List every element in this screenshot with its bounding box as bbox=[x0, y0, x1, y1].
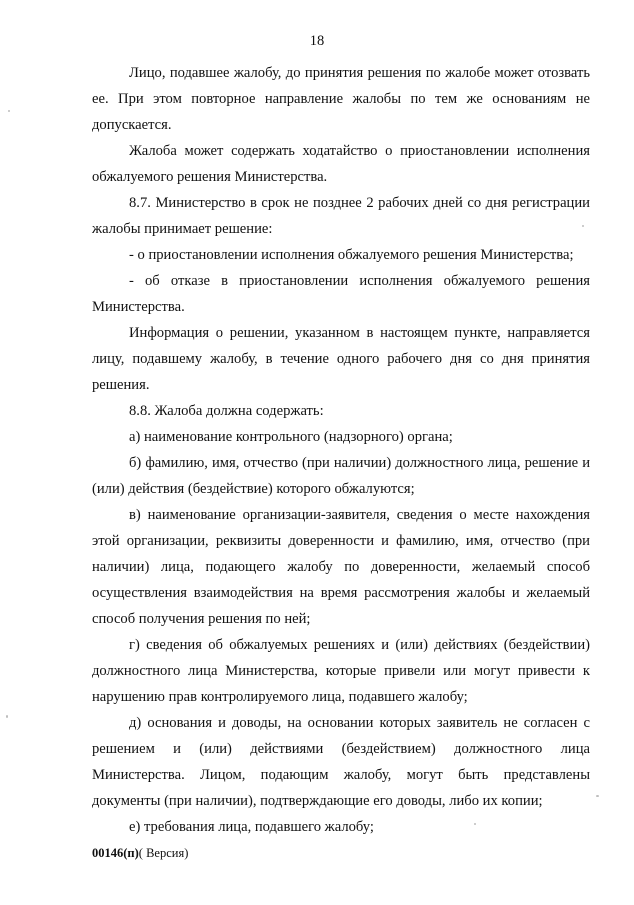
paragraph-withdraw-complaint: Лицо, подавшее жалобу, до принятия решения по жалобе может отозвать ее. При этом повторное направление жалобы по тем же основаниям не допускается. bbox=[92, 65, 590, 133]
footer bbox=[92, 846, 188, 861]
paragraph-8-8: 8.8. Жалоба должна содержать: bbox=[129, 403, 324, 419]
scan-speck bbox=[582, 225, 584, 227]
paragraph-8-7: 8.7. Министерство в срок не позднее 2 рабочих дней со дня регистрации жалобы принимает решение: bbox=[92, 195, 590, 237]
list-item-b: б) фамилию, имя, отчество (при наличии) должностного лица, решение и (или) действия (бездействие) которого обжалуются; bbox=[92, 455, 590, 497]
document-code: 00146(п) bbox=[92, 846, 139, 860]
list-item-v: в) наименование организации-заявителя, сведения о месте нахождения этой организации, реквизиты доверенности и фамилию, имя, отчество (при наличии) лица, подающего жалобу по доверенности, желаемый способ осуществления взаимодействия на время рассмотрения жалобы и желаемый способ получения решения по ней; bbox=[92, 507, 590, 627]
paragraph-suspension-petition: Жалоба может содержать ходатайство о приостановлении исполнения обжалуемого решения Министерства. bbox=[92, 143, 590, 185]
scan-speck bbox=[6, 715, 8, 718]
body-text bbox=[92, 60, 590, 840]
scan-speck bbox=[596, 795, 599, 797]
list-item-g: г) сведения об обжалуемых решениях и (или) действиях (бездействии) должностного лица Министерства, которые привели или могут привести к нарушению прав контролируемого лица, подавшего жалобу; bbox=[92, 637, 590, 705]
list-item-a: а) наименование контрольного (надзорного) органа; bbox=[129, 429, 453, 445]
list-item-e: е) требования лица, подавшего жалобу; bbox=[129, 819, 374, 835]
list-item-d: д) основания и доводы, на основании которых заявитель не согласен с решением и (или) действиями (бездействием) должностного лица Министерства. Лицом, подающим жалобу, могут быть представлены документы (при наличии), подтверждающие его доводы, либо их копии; bbox=[92, 715, 590, 809]
scan-speck bbox=[8, 110, 10, 112]
list-item-refuse-suspend: - об отказе в приостановлении исполнения обжалуемого решения Министерства. bbox=[92, 273, 590, 315]
scan-speck bbox=[474, 823, 476, 825]
document-version: ( Версия) bbox=[138, 846, 189, 860]
paragraph-decision-information: Информация о решении, указанном в настоящем пункте, направляется лицу, подавшему жалобу, в течение одного рабочего дня со дня принятия решения. bbox=[92, 325, 590, 393]
page-number: 18 bbox=[309, 33, 325, 49]
list-item-suspend: - о приостановлении исполнения обжалуемого решения Министерства; bbox=[129, 247, 574, 263]
